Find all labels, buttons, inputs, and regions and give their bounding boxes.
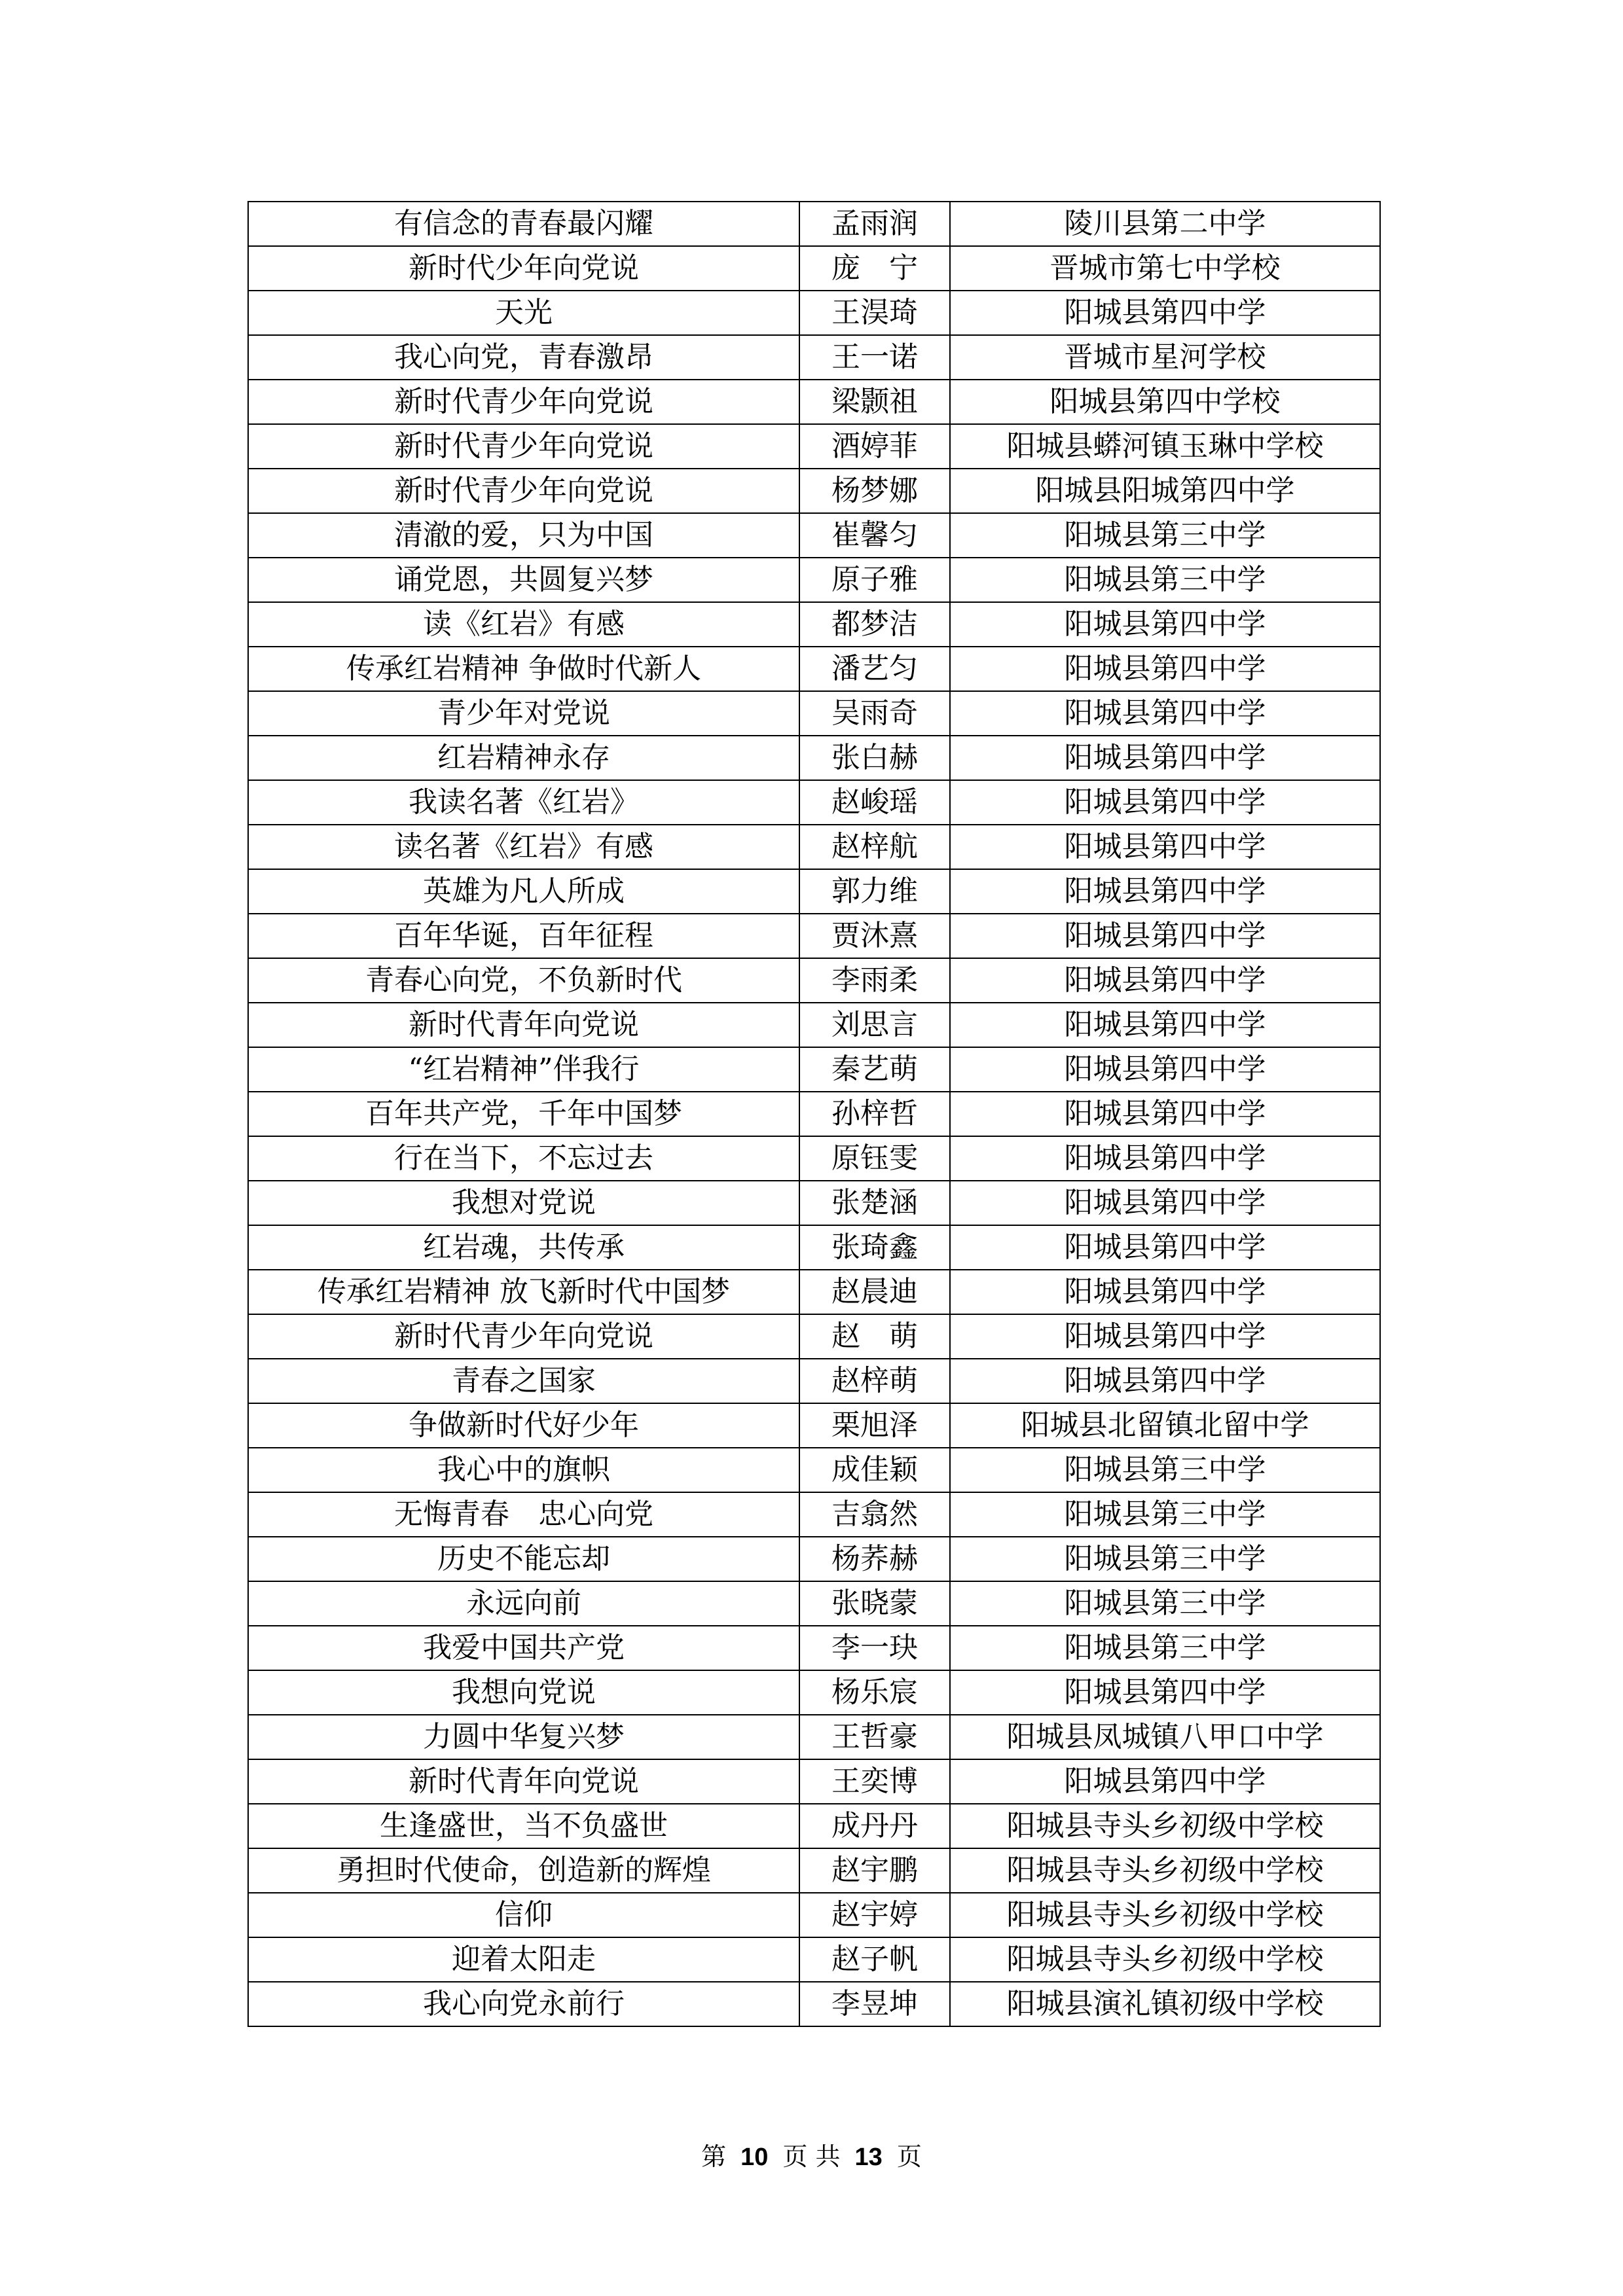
school-cell: 阳城县寺头乡初级中学校 <box>950 1804 1380 1848</box>
entry-title-cell: 新时代青年向党说 <box>248 1003 799 1047</box>
school-cell: 阳城县第四中学 <box>950 958 1380 1003</box>
school-cell: 阳城县第三中学 <box>950 1537 1380 1581</box>
table-row <box>248 1848 1380 1893</box>
author-name-cell: 王哲豪 <box>799 1715 950 1759</box>
table-row <box>248 380 1380 424</box>
table-row <box>248 1893 1380 1937</box>
footer-prefix: 第 <box>701 2142 727 2171</box>
entry-title-cell: 天光 <box>248 291 799 335</box>
entry-title-cell: 勇担时代使命，创造新的辉煌 <box>248 1848 799 1893</box>
school-cell: 阳城县第四中学 <box>950 914 1380 958</box>
table-row <box>248 958 1380 1003</box>
author-name-cell: 赵宇鹏 <box>799 1848 950 1893</box>
author-name-cell: 都梦洁 <box>799 602 950 647</box>
table-row <box>248 1492 1380 1537</box>
table-row <box>248 1581 1380 1626</box>
author-name-cell: 刘思言 <box>799 1003 950 1047</box>
table-row <box>248 736 1380 780</box>
table-row <box>248 647 1380 691</box>
author-name-cell: 赵 萌 <box>799 1314 950 1359</box>
author-name-cell: 孙梓哲 <box>799 1092 950 1136</box>
entry-title-cell: 历史不能忘却 <box>248 1537 799 1581</box>
entry-title-cell: 永远向前 <box>248 1581 799 1626</box>
school-cell: 阳城县第四中学校 <box>950 380 1380 424</box>
table-row <box>248 1181 1380 1225</box>
author-name-cell: 栗旭泽 <box>799 1403 950 1448</box>
table-row <box>248 335 1380 380</box>
table-row <box>248 825 1380 869</box>
entry-title-cell: 青春之国家 <box>248 1359 799 1403</box>
entry-title-cell: 新时代青少年向党说 <box>248 469 799 513</box>
entry-title-cell: 我爱中国共产党 <box>248 1626 799 1670</box>
table-row <box>248 1270 1380 1314</box>
table-row <box>248 780 1380 825</box>
author-name-cell: 杨荞赫 <box>799 1537 950 1581</box>
table-row <box>248 1448 1380 1492</box>
author-name-cell: 成佳颖 <box>799 1448 950 1492</box>
school-cell: 阳城县第三中学 <box>950 1626 1380 1670</box>
author-name-cell: 赵梓航 <box>799 825 950 869</box>
author-name-cell: 李一玦 <box>799 1626 950 1670</box>
entry-title-cell: 诵党恩，共圆复兴梦 <box>248 558 799 602</box>
author-name-cell: 梁颢祖 <box>799 380 950 424</box>
entry-title-cell: 百年共产党，千年中国梦 <box>248 1092 799 1136</box>
school-cell: 阳城县第四中学 <box>950 1270 1380 1314</box>
author-name-cell: 王一诺 <box>799 335 950 380</box>
school-cell: 阳城县第四中学 <box>950 647 1380 691</box>
author-name-cell: 杨梦娜 <box>799 469 950 513</box>
author-name-cell: 吴雨奇 <box>799 691 950 736</box>
entry-title-cell: 我心向党，青春激昂 <box>248 335 799 380</box>
school-cell: 阳城县第四中学 <box>950 1136 1380 1181</box>
entry-title-cell: 无悔青春 忠心向党 <box>248 1492 799 1537</box>
table-row <box>248 1225 1380 1270</box>
entry-title-cell: 信仰 <box>248 1893 799 1937</box>
school-cell: 阳城县第四中学 <box>950 1047 1380 1092</box>
entry-title-cell: 迎着太阳走 <box>248 1937 799 1982</box>
table-row <box>248 1003 1380 1047</box>
school-cell: 阳城县演礼镇初级中学校 <box>950 1982 1380 2026</box>
author-name-cell: 原钰雯 <box>799 1136 950 1181</box>
school-cell: 阳城县第四中学 <box>950 1359 1380 1403</box>
author-name-cell: 张晓蒙 <box>799 1581 950 1626</box>
entry-title-cell: 读《红岩》有感 <box>248 602 799 647</box>
entry-title-cell: 英雄为凡人所成 <box>248 869 799 914</box>
table-row <box>248 691 1380 736</box>
school-cell: 阳城县第四中学 <box>950 602 1380 647</box>
author-name-cell: 吉翕然 <box>799 1492 950 1537</box>
author-name-cell: 酒婷菲 <box>799 424 950 469</box>
author-name-cell: 潘艺匀 <box>799 647 950 691</box>
entry-title-cell: 生逢盛世，当不负盛世 <box>248 1804 799 1848</box>
total-page-count: 13 <box>854 2144 883 2171</box>
table-row <box>248 1537 1380 1581</box>
author-name-cell: 李雨柔 <box>799 958 950 1003</box>
school-cell: 阳城县第三中学 <box>950 1581 1380 1626</box>
author-name-cell: 张楚涵 <box>799 1181 950 1225</box>
school-cell: 陵川县第二中学 <box>950 202 1380 246</box>
table-row <box>248 1715 1380 1759</box>
entry-title-cell: 清澈的爱，只为中国 <box>248 513 799 558</box>
school-cell: 阳城县第四中学 <box>950 1314 1380 1359</box>
table-row <box>248 558 1380 602</box>
entry-title-cell: 我心中的旗帜 <box>248 1448 799 1492</box>
entry-title-cell: 新时代青少年向党说 <box>248 424 799 469</box>
table-row <box>248 1314 1380 1359</box>
school-cell: 阳城县第四中学 <box>950 1003 1380 1047</box>
author-name-cell: 李昱坤 <box>799 1982 950 2026</box>
school-cell: 阳城县第三中学 <box>950 1492 1380 1537</box>
school-cell: 阳城县北留镇北留中学 <box>950 1403 1380 1448</box>
entry-title-cell: 新时代青年向党说 <box>248 1759 799 1804</box>
school-cell: 阳城县第四中学 <box>950 1092 1380 1136</box>
table-row <box>248 469 1380 513</box>
school-cell: 阳城县第四中学 <box>950 1181 1380 1225</box>
entry-title-cell: 新时代青少年向党说 <box>248 1314 799 1359</box>
school-cell: 阳城县凤城镇八甲口中学 <box>950 1715 1380 1759</box>
table-row <box>248 291 1380 335</box>
entry-title-cell: 传承红岩精神 争做时代新人 <box>248 647 799 691</box>
author-name-cell: 庞 宁 <box>799 246 950 291</box>
school-cell: 阳城县阳城第四中学 <box>950 469 1380 513</box>
table-row <box>248 1670 1380 1715</box>
author-name-cell: 杨乐宸 <box>799 1670 950 1715</box>
entry-title-cell: 青春心向党，不负新时代 <box>248 958 799 1003</box>
table-row <box>248 869 1380 914</box>
school-cell: 阳城县第三中学 <box>950 558 1380 602</box>
school-cell: 阳城县第四中学 <box>950 869 1380 914</box>
entries-table <box>247 201 1381 2027</box>
school-cell: 阳城县第四中学 <box>950 691 1380 736</box>
author-name-cell: 秦艺萌 <box>799 1047 950 1092</box>
school-cell: 阳城县第四中学 <box>950 825 1380 869</box>
author-name-cell: 王奕博 <box>799 1759 950 1804</box>
school-cell: 阳城县第四中学 <box>950 1225 1380 1270</box>
school-cell: 阳城县第四中学 <box>950 736 1380 780</box>
current-page-number: 10 <box>740 2144 769 2171</box>
author-name-cell: 成丹丹 <box>799 1804 950 1848</box>
table-row <box>248 1047 1380 1092</box>
author-name-cell: 原子雅 <box>799 558 950 602</box>
entry-title-cell: 我想对党说 <box>248 1181 799 1225</box>
table-row <box>248 1982 1380 2026</box>
entry-title-cell: 我心向党永前行 <box>248 1982 799 2026</box>
author-name-cell: 赵子帆 <box>799 1937 950 1982</box>
table-row <box>248 246 1380 291</box>
table-row <box>248 1759 1380 1804</box>
table-row <box>248 1403 1380 1448</box>
table-row <box>248 602 1380 647</box>
school-cell: 晋城市星河学校 <box>950 335 1380 380</box>
page-footer <box>0 2140 1623 2174</box>
table-row <box>248 1092 1380 1136</box>
table-row <box>248 1359 1380 1403</box>
entry-title-cell: 争做新时代好少年 <box>248 1403 799 1448</box>
entry-title-cell: 传承红岩精神 放飞新时代中国梦 <box>248 1270 799 1314</box>
school-cell: 阳城县第四中学 <box>950 780 1380 825</box>
author-name-cell: 崔馨匀 <box>799 513 950 558</box>
author-name-cell: 张琦鑫 <box>799 1225 950 1270</box>
author-name-cell: 赵峻瑶 <box>799 780 950 825</box>
table-row <box>248 202 1380 246</box>
entry-title-cell: 新时代少年向党说 <box>248 246 799 291</box>
author-name-cell: 张白赫 <box>799 736 950 780</box>
author-name-cell: 王淏琦 <box>799 291 950 335</box>
table-row <box>248 1136 1380 1181</box>
author-name-cell: 贾沐熹 <box>799 914 950 958</box>
school-cell: 阳城县第四中学 <box>950 1670 1380 1715</box>
table-row <box>248 1937 1380 1982</box>
author-name-cell: 赵梓萌 <box>799 1359 950 1403</box>
table-row <box>248 1626 1380 1670</box>
entry-title-cell: 行在当下，不忘过去 <box>248 1136 799 1181</box>
table-row <box>248 513 1380 558</box>
author-name-cell: 赵宇婷 <box>799 1893 950 1937</box>
school-cell: 阳城县蟒河镇玉琳中学校 <box>950 424 1380 469</box>
entry-title-cell: 有信念的青春最闪耀 <box>248 202 799 246</box>
author-name-cell: 孟雨润 <box>799 202 950 246</box>
entry-title-cell: 我读名著《红岩》 <box>248 780 799 825</box>
table-row <box>248 424 1380 469</box>
school-cell: 阳城县寺头乡初级中学校 <box>950 1848 1380 1893</box>
table-row <box>248 1804 1380 1848</box>
entry-title-cell: 新时代青少年向党说 <box>248 380 799 424</box>
entry-title-cell: “红岩精神”伴我行 <box>248 1047 799 1092</box>
entry-title-cell: 红岩魂，共传承 <box>248 1225 799 1270</box>
entry-title-cell: 青少年对党说 <box>248 691 799 736</box>
table-row <box>248 914 1380 958</box>
author-name-cell: 赵晨迪 <box>799 1270 950 1314</box>
footer-middle: 页 共 <box>782 2142 841 2171</box>
entry-title-cell: 红岩精神永存 <box>248 736 799 780</box>
school-cell: 阳城县寺头乡初级中学校 <box>950 1893 1380 1937</box>
entry-title-cell: 读名著《红岩》有感 <box>248 825 799 869</box>
entry-title-cell: 力圆中华复兴梦 <box>248 1715 799 1759</box>
entry-title-cell: 我想向党说 <box>248 1670 799 1715</box>
school-cell: 阳城县寺头乡初级中学校 <box>950 1937 1380 1982</box>
school-cell: 阳城县第三中学 <box>950 513 1380 558</box>
school-cell: 晋城市第七中学校 <box>950 246 1380 291</box>
school-cell: 阳城县第四中学 <box>950 1759 1380 1804</box>
footer-suffix: 页 <box>896 2142 922 2171</box>
entry-title-cell: 百年华诞，百年征程 <box>248 914 799 958</box>
author-name-cell: 郭力维 <box>799 869 950 914</box>
school-cell: 阳城县第四中学 <box>950 291 1380 335</box>
entries-table-body <box>248 202 1380 2026</box>
school-cell: 阳城县第三中学 <box>950 1448 1380 1492</box>
